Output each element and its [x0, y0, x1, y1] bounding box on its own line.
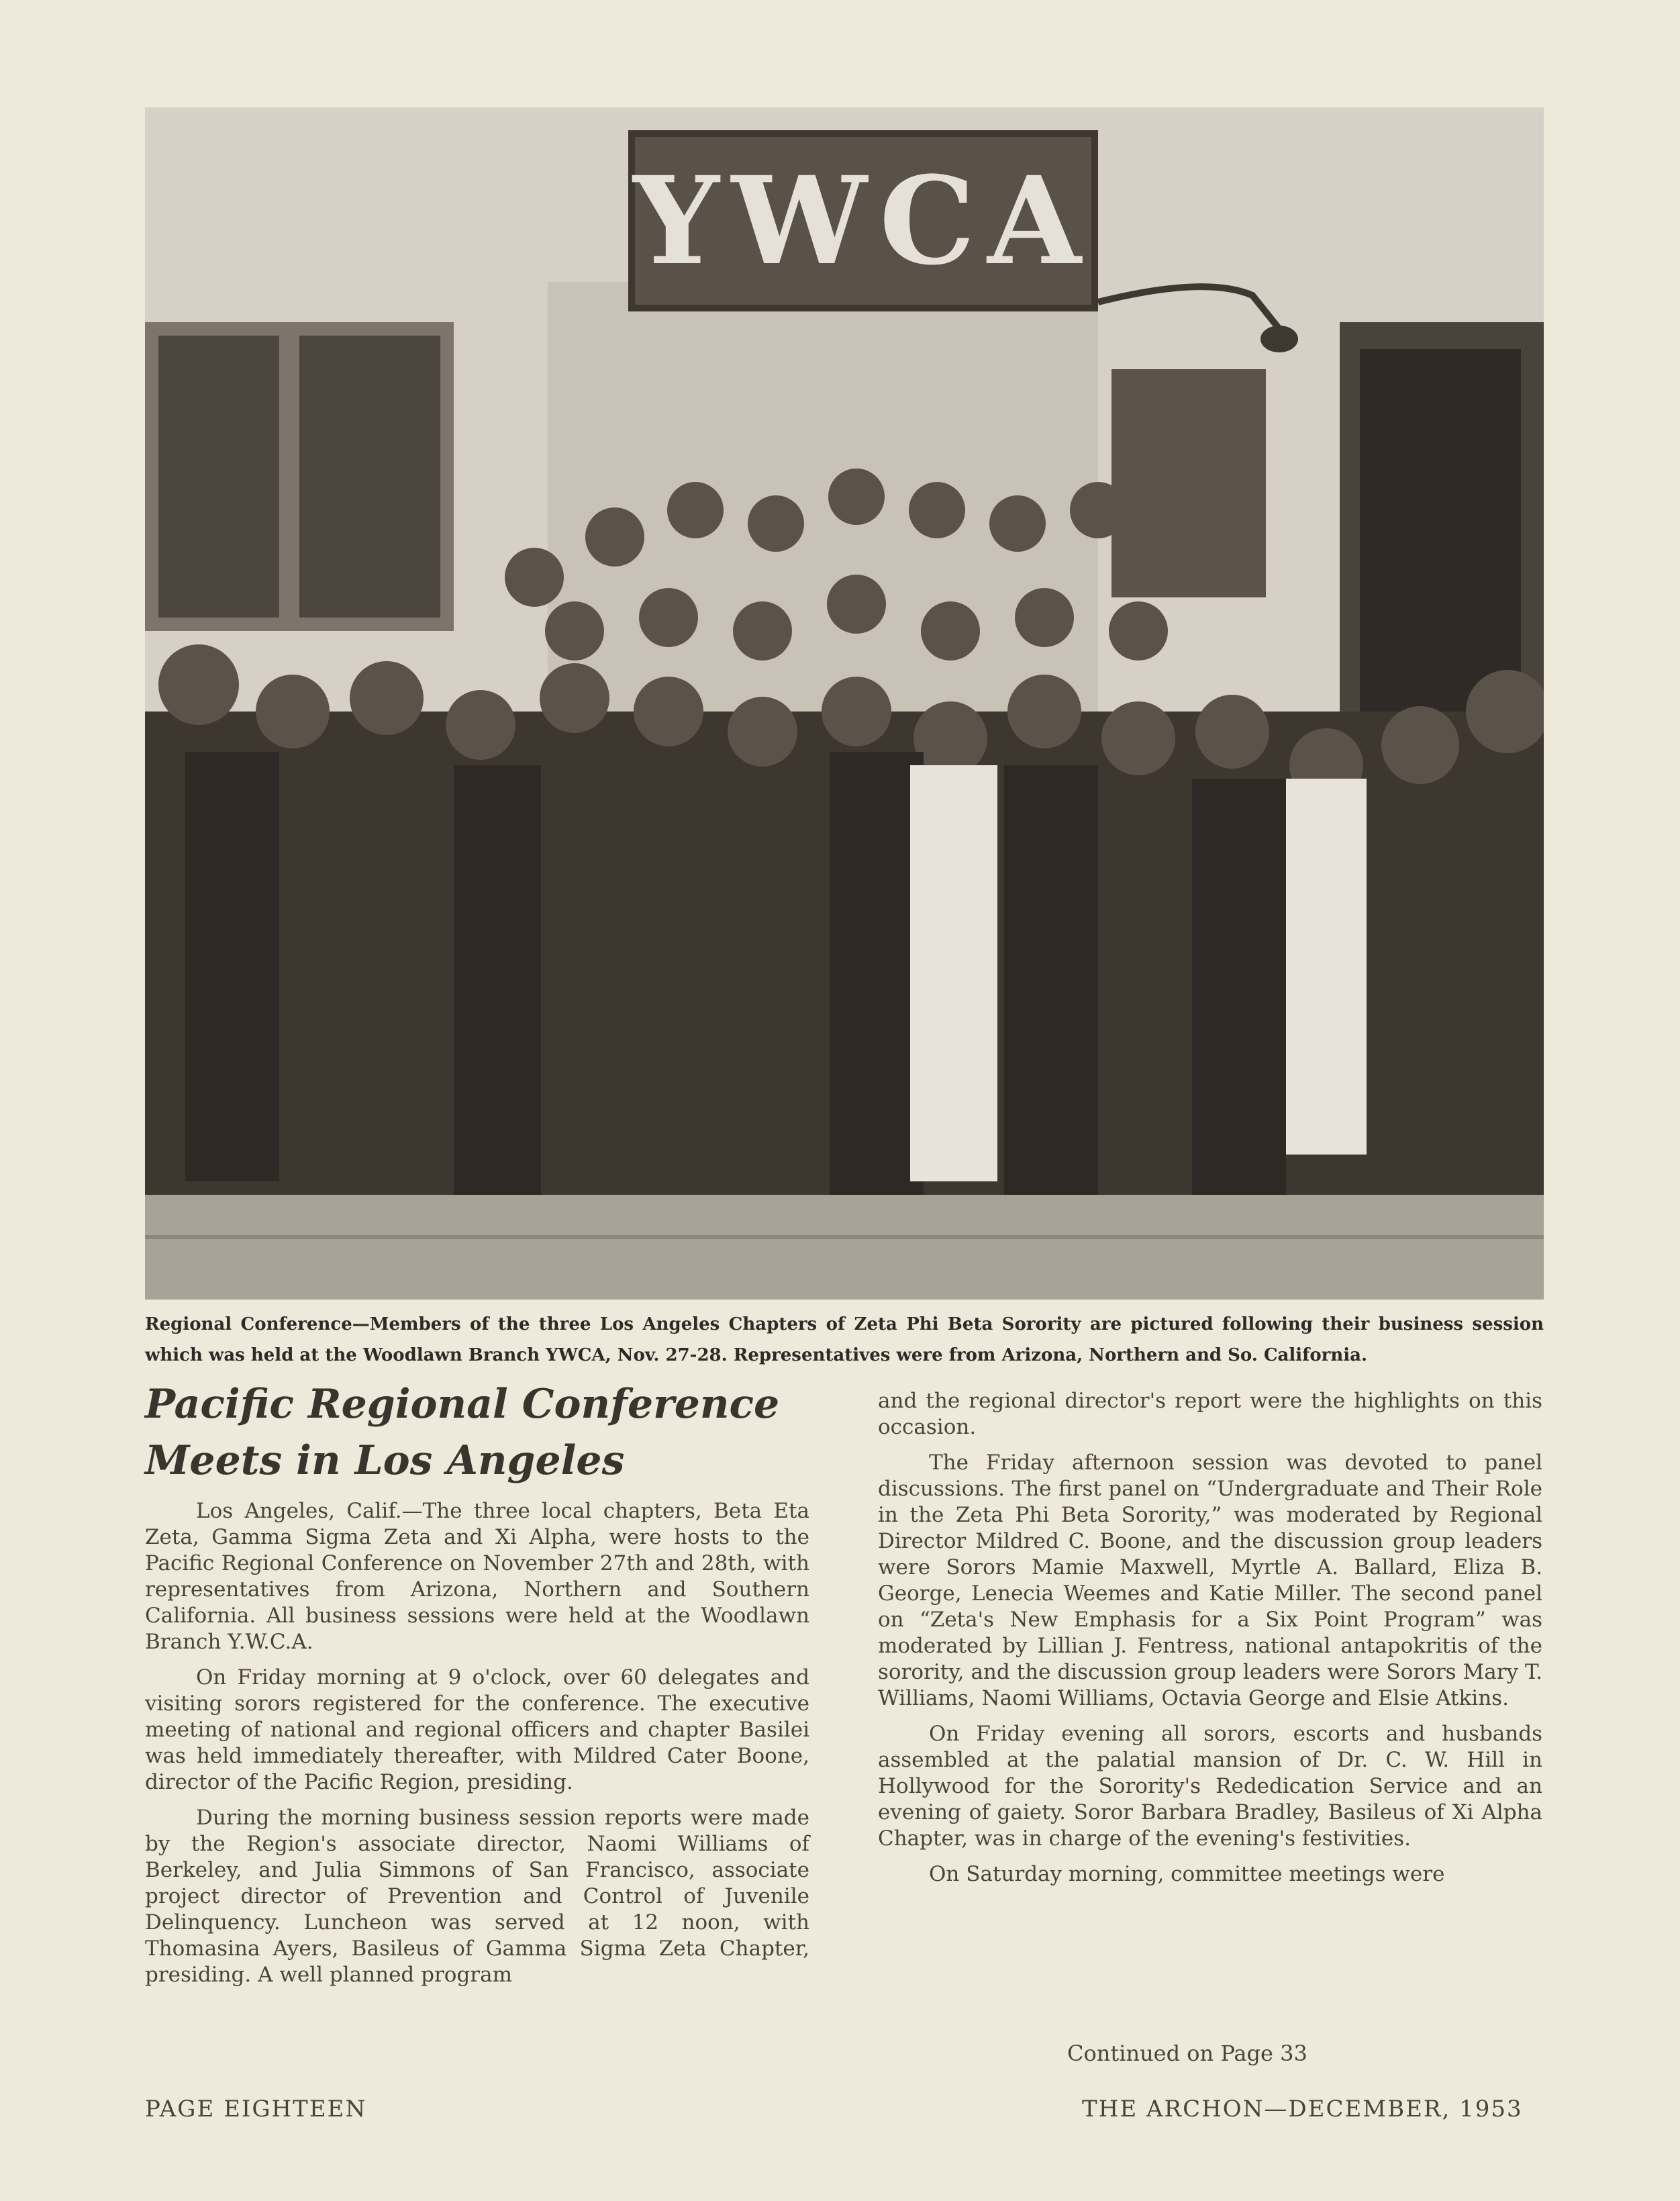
headline-line-2: Meets in Los Angeles	[145, 1437, 625, 1484]
photo-caption: Regional Conference—Members of the three Los Angeles Chapters of Zeta Phi Beta Sorority are pictured following their business session which was held at the Woodlawn Branch YWCA, Nov. 27-28. Representatives were from Arizona, Northern and So. California.	[145, 1314, 1544, 1365]
article-column-2	[878, 1388, 1542, 1897]
paragraph: On Saturday morning, committee meetings were	[929, 1862, 1445, 1886]
paragraph: On Friday morning at 9 o'clock, over 60 delegates and visiting sorors registered for the conference. The executive meeting of national and regional officers and chapter Basilei was held immediately thereafter, with Mildred Cater Boone, director of the Pacific Region, presiding.	[145, 1665, 809, 1794]
paragraph: During the morning business session reports were made by the Region's associate director, Naomi Williams of Berkeley, and Julia Simmons of San Francisco, associate project director of Prevention and Control of Juvenile Delinquency. Luncheon was served at 12 noon, with Thomasina Ayers, Basileus of Gamma Sigma Zeta Chapter, presiding. A well planned program	[145, 1806, 809, 1987]
publication-footer: THE ARCHON—DECEMBER, 1953	[1082, 2096, 1523, 2122]
ywca-sign	[628, 130, 1098, 311]
paragraph: and the regional director's report were the highlights on this occasion.	[878, 1389, 1542, 1439]
article-column-1	[145, 1498, 809, 1998]
page-number-footer: PAGE EIGHTEEN	[145, 2096, 367, 2122]
ywca-sign-text: YWCA	[633, 150, 1093, 292]
paragraph: Los Angeles, Calif.—The three local chapters, Beta Eta Zeta, Gamma Sigma Zeta and Xi Alpha, were hosts to the Pacific Regional Conference on November 27th and 28th, with representatives from Arizona, Northern and Southern California. All business sessions were held at the Woodlawn Branch Y.W.C.A.	[145, 1499, 809, 1654]
paragraph: On Friday evening all sorors, escorts and husbands assembled at the palatial mansion of Dr. C. W. Hill in Hollywood for the Sorority's Rededication Service and an evening of gaiety. Soror Barbara Bradley, Basileus of Xi Alpha Chapter, was in charge of the evening's festivities.	[878, 1722, 1542, 1851]
article-headline	[145, 1376, 830, 1489]
group-photograph	[145, 107, 1544, 1300]
continued-note: Continued on Page 33	[1067, 2041, 1307, 2066]
headline-line-1: Pacific Regional Conference	[145, 1381, 780, 1428]
paragraph: The Friday afternoon session was devoted to panel discussions. The first panel on “Undergraduate and Their Role in the Zeta Phi Beta Sorority,” was moderated by Regional Director Mildred C. Boone, and the discussion group leaders were Sorors Mamie Maxwell, Myrtle A. Ballard, Eliza B. George, Lenecia Weemes and Katie Miller. The second panel on “Zeta's New Emphasis for a Six Point Program” was moderated by Lillian J. Fentress, national antapokritis of the sorority, and the discussion group leaders were Sorors Mary T. Williams, Naomi Williams, Octavia George and Elsie Atkins.	[878, 1451, 1542, 1710]
